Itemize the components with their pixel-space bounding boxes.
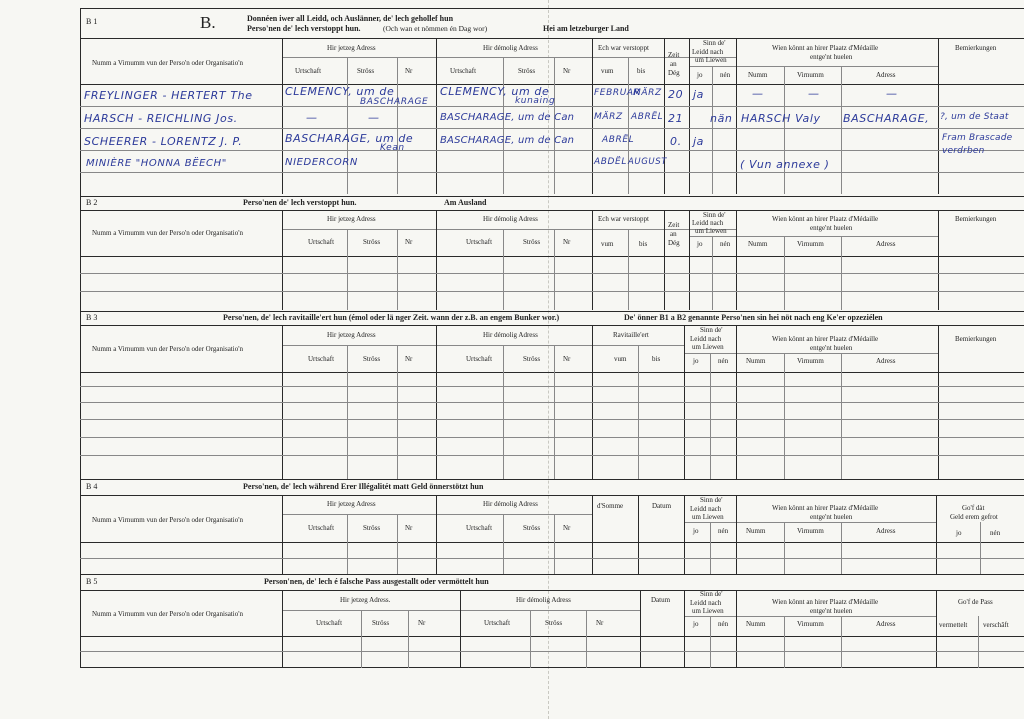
header-ravitailleert: Ravitaille'ert (613, 331, 649, 339)
row-line (80, 437, 1024, 438)
header-gof-dat: Go'f dàt (962, 504, 985, 512)
hw-medal-virnumm: BASCHARAGE, (843, 112, 930, 125)
header-bemierkungen: Bemierkungen (955, 215, 997, 223)
section-subtitle: (Och wan et nömmen én Dag wor) (383, 24, 488, 33)
hw-medal-numm: — (752, 87, 764, 100)
header-nen: nén (718, 357, 729, 365)
section-title: Perso'nen, de' lech ravitaille'ert hun (émol oder lä nger Zeit. wann der z.B. an engem Bunker wor.) (223, 313, 560, 322)
header-name: Numm a Virnumm vun der Perso'n oder Organisatio'n (92, 610, 243, 618)
col-subline (397, 57, 398, 194)
col-subline (784, 66, 785, 194)
col-line (592, 495, 593, 574)
table-border (80, 256, 1024, 257)
header-jo: jo (693, 620, 699, 628)
hw-jo: ja (693, 88, 704, 101)
header-nen: nén (718, 620, 729, 628)
hw-deg: 0. (670, 135, 682, 148)
header-subline (282, 610, 460, 611)
col-line (689, 210, 690, 310)
header-jo: jo (956, 529, 962, 537)
section-subtitle: Hei am letzeburger Land (543, 24, 629, 33)
header-verschafft: verschâft (983, 621, 1009, 629)
header-urtschaft: Urtschaft (308, 355, 335, 363)
col-line (736, 38, 737, 194)
header-sinn: Sinn de' (703, 211, 726, 219)
hw-bemierkungen-b: verdrben (942, 146, 985, 156)
header-jo: jo (693, 357, 699, 365)
header-bis: bis (652, 355, 661, 363)
hw-bis: AUGUST (628, 157, 668, 167)
col-line (436, 38, 437, 194)
header-virnumm: Virnumm (797, 527, 824, 535)
header-numm: Numm (746, 527, 766, 535)
header-subline (282, 229, 736, 230)
section-divider (80, 311, 1024, 312)
header-wien-2: entge'nt huelen (810, 513, 853, 521)
header-bis: bis (639, 240, 648, 248)
col-line (736, 210, 737, 310)
header-stross: Ströss (523, 238, 541, 246)
table-border (80, 210, 1024, 211)
header-urtschaft: Urtschaft (295, 67, 322, 75)
col-line (689, 38, 690, 194)
row-line (80, 128, 1024, 129)
section-divider (80, 574, 1024, 575)
header-nr: Nr (596, 619, 604, 627)
header-adress: Adress (876, 71, 896, 79)
col-subline (397, 345, 398, 479)
hw-vum: ABRËL (602, 135, 635, 145)
col-subline (503, 345, 504, 479)
header-stross: Ströss (523, 524, 541, 532)
col-subline (554, 514, 555, 574)
header-urtschaft: Urtschaft (466, 355, 493, 363)
row-line (80, 386, 1024, 387)
col-line (282, 210, 283, 310)
header-datum: Datum (652, 502, 672, 510)
col-subline (347, 345, 348, 479)
header-numm: Numm (748, 71, 768, 79)
header-jo: jo (693, 527, 699, 535)
section-divider (80, 479, 1024, 480)
header-nr: Nr (563, 355, 571, 363)
table-border (80, 495, 1024, 496)
header-stross: Ströss (363, 238, 381, 246)
hw-name: MINIÈRE "HONNA BËECH" (86, 158, 227, 169)
col-subline (554, 57, 555, 194)
header-jetzeg: Hir jetzeg Adress (327, 331, 376, 339)
table-border (80, 542, 1024, 543)
hw-jetzeg-b: Kean (380, 143, 405, 153)
table-border (80, 372, 1024, 373)
col-subline (503, 229, 504, 310)
col-line (736, 495, 737, 574)
header-vermettelt: vermettelt (939, 621, 968, 629)
header-nen: nén (720, 71, 731, 79)
row-line (80, 455, 1024, 456)
col-line (592, 38, 593, 194)
header-gof-pass: Go'f de Pass (958, 598, 993, 606)
col-line (938, 38, 939, 194)
header-urtschaft: Urtschaft (450, 67, 477, 75)
hw-medal-adress: — (886, 87, 898, 100)
section-code: B 4 (86, 482, 98, 491)
header-vum: vum (601, 240, 614, 248)
header-wien-2: entge'nt huelen (810, 607, 853, 615)
header-liewen: um Liewen (695, 56, 727, 64)
col-subline (347, 57, 348, 194)
col-line (684, 590, 685, 668)
col-subline (784, 616, 785, 668)
hw-name: HARSCH - REICHLING Jos. (84, 112, 238, 125)
col-subline (397, 514, 398, 574)
header-an: an (670, 60, 677, 68)
section-code: B 5 (86, 577, 98, 586)
hw-vum: MÄRZ (594, 112, 623, 122)
header-liewen: um Liewen (692, 607, 724, 615)
section-title: Perso'nen, de' lech während Erer Illégalitét matt Geld önnerstötzt hun (243, 482, 484, 491)
row-line (80, 558, 1024, 559)
section-divider (80, 196, 1024, 197)
col-line (936, 590, 937, 668)
header-subline (460, 610, 640, 611)
header-somme: d'Somme (597, 502, 624, 510)
header-subline (282, 345, 684, 346)
section-title: Perso'nen de' lech verstoppt hun. (243, 198, 357, 207)
hw-vum: FEBRUAR (594, 88, 641, 98)
section-subtitle: Am Ausland (444, 198, 487, 207)
header-ech-war: Ech war verstoppt (598, 215, 649, 223)
header-deg: Dég (668, 239, 680, 247)
header-jetzeg: Hir jetzeg Adress (327, 215, 376, 223)
table-border (80, 84, 1024, 85)
header-subline (282, 514, 592, 515)
header-nr: Nr (405, 238, 413, 246)
col-subline (710, 522, 711, 574)
header-sinn: Sinn de' (703, 39, 726, 47)
header-liewen: um Liewen (692, 513, 724, 521)
header-nr: Nr (405, 355, 413, 363)
header-nr: Nr (405, 524, 413, 532)
header-jetzeg: Hir jetzeg Adress (327, 44, 376, 52)
header-stross: Ströss (545, 619, 563, 627)
col-subline (503, 57, 504, 194)
header-jo: jo (697, 71, 703, 79)
header-bemierkungen: Bemierkungen (955, 44, 997, 52)
header-stross: Ströss (523, 355, 541, 363)
header-name: Numm a Virnumm vun der Perso'n oder Organisatio'n (92, 229, 243, 237)
header-leidd: Leidd nach (692, 48, 724, 56)
hw-jetzeg-b: BASCHARAGE (360, 97, 429, 107)
header-subline (689, 236, 938, 237)
header-wien-2: entge'nt huelen (810, 224, 853, 232)
hw-name: SCHEERER - LORENTZ J. P. (84, 135, 243, 148)
col-line (282, 590, 283, 668)
header-vum: vum (614, 355, 627, 363)
header-sinn: Sinn de' (700, 496, 723, 504)
hw-jetzeg: BASCHARAGE, um de (285, 132, 414, 145)
header-wien-2: entge'nt huelen (810, 344, 853, 352)
header-wien: Wien könnt an hirer Plaatz d'Médaille (772, 44, 879, 52)
col-subline (347, 514, 348, 574)
section-title: Perso'nen de' lech verstoppt hun. (247, 24, 361, 33)
col-subline (784, 522, 785, 574)
header-geld-gefrot: Geld erem gefrot (950, 513, 998, 521)
col-subline (710, 353, 711, 479)
col-subline (784, 353, 785, 479)
hw-demolig: CLEMENCY, um de (440, 85, 550, 98)
header-adress: Adress (876, 527, 896, 535)
header-name: Numm a Virnumm vun der Perso'n oder Organisatio'n (92, 516, 243, 524)
col-line (282, 38, 283, 194)
header-adress: Adress (876, 240, 896, 248)
header-sinn: Sinn de' (700, 326, 723, 334)
header-urtschaft: Urtschaft (316, 619, 343, 627)
section-code: B 2 (86, 198, 98, 207)
header-virnumm: Virnumm (797, 357, 824, 365)
header-virnumm: Virnumm (797, 620, 824, 628)
row-line (80, 402, 1024, 403)
header-stross: Ströss (363, 524, 381, 532)
col-line (938, 210, 939, 310)
header-demolig: Hir démolig Adress (516, 596, 571, 604)
col-line (936, 495, 937, 574)
header-subline (736, 66, 938, 67)
col-line (436, 495, 437, 574)
header-zeit: Zeit (668, 221, 680, 229)
hw-bemierkungen: ?, um de Staat (940, 112, 1009, 122)
col-subline (980, 522, 981, 574)
header-an: an (670, 230, 677, 238)
hw-bis: MÄRZ (633, 88, 662, 98)
hw-jo: ja (693, 135, 704, 148)
header-wien: Wien könnt an hirer Plaatz d'Médaille (772, 598, 879, 606)
hw-demolig-b: kunaing (515, 96, 556, 106)
header-virnumm: Virnumm (797, 240, 824, 248)
header-name: Numm a Virnumm vun der Perso'n oder Organisatio'n (92, 59, 243, 67)
header-urtschaft: Urtschaft (484, 619, 511, 627)
header-stross: Ströss (363, 355, 381, 363)
header-wien: Wien könnt an hirer Plaatz d'Médaille (772, 335, 879, 343)
col-subline (710, 616, 711, 668)
row-line (80, 419, 1024, 420)
col-subline (841, 353, 842, 479)
hw-nen: nän (710, 112, 733, 125)
header-numm: Numm (746, 620, 766, 628)
col-subline (841, 522, 842, 574)
header-numm: Numm (746, 357, 766, 365)
header-adress: Adress (876, 357, 896, 365)
header-jetzeg: Hir jetzeg Adress. (340, 596, 391, 604)
col-subline (503, 514, 504, 574)
col-subline (530, 610, 531, 668)
hw-demolig: BASCHARAGE, um de Can (440, 135, 575, 146)
form-border (80, 8, 1024, 668)
header-nr: Nr (563, 524, 571, 532)
hw-name: FREYLINGER - HERTERT The (84, 89, 253, 102)
section-code: B 3 (86, 313, 98, 322)
header-virnumm: Virnumm (797, 71, 824, 79)
table-border (80, 325, 1024, 326)
header-urtschaft: Urtschaft (308, 524, 335, 532)
header-jo: jo (697, 240, 703, 248)
hw-deg: 20 (668, 88, 684, 101)
col-subline (347, 229, 348, 310)
header-leidd: Leidd nach (692, 219, 724, 227)
col-subline (841, 616, 842, 668)
header-liewen: um Liewen (692, 343, 724, 351)
col-line (592, 210, 593, 310)
col-subline (361, 610, 362, 668)
header-leidd: Leidd nach (690, 505, 722, 513)
table-border (80, 636, 1024, 637)
header-leidd: Leidd nach (690, 335, 722, 343)
header-stross: Ströss (372, 619, 390, 627)
col-subline (841, 66, 842, 194)
col-line (436, 210, 437, 310)
header-wien: Wien könnt an hirer Plaatz d'Médaille (772, 215, 879, 223)
header-wien: Wien könnt an hirer Plaatz d'Médaille (772, 504, 879, 512)
section-title: Donnéen iwer all Leidd, och Auslänner, de' lech gehollef hun (247, 14, 454, 23)
header-nr: Nr (563, 67, 571, 75)
hw-demolig: BASCHARAGE, um de Can (440, 112, 575, 123)
col-subline (628, 229, 629, 310)
header-nen: nén (720, 240, 731, 248)
hw-bemierkungen: Fram Brascade (942, 133, 1013, 143)
row-line (80, 106, 1024, 107)
hw-jetzeg-dash: — (306, 111, 318, 124)
col-line (664, 210, 665, 310)
col-subline (554, 229, 555, 310)
table-border (80, 590, 1024, 591)
header-ech-war: Ech war verstoppt (598, 44, 649, 52)
header-adress: Adress (876, 620, 896, 628)
header-vum: vum (601, 67, 614, 75)
col-line (684, 495, 685, 574)
row-line (80, 150, 1024, 151)
hw-vum: ABDËL (594, 157, 627, 167)
header-nen: nén (718, 527, 729, 535)
header-urtschaft: Urtschaft (466, 238, 493, 246)
header-nr: Nr (418, 619, 426, 627)
header-liewen: um Liewen (695, 227, 727, 235)
header-demolig: Hir démolig Adress (483, 500, 538, 508)
col-subline (554, 345, 555, 479)
section-subtitle: De' önner B1 a B2 genannte Perso'nen sin hei nöt nach eng Ke'er opzeziélen (624, 313, 883, 322)
col-subline (638, 345, 639, 479)
header-numm: Numm (748, 240, 768, 248)
col-line (640, 590, 641, 668)
header-subline (684, 353, 938, 354)
col-subline (628, 57, 629, 194)
hw-jetzeg: CLEMENCY, um de (285, 85, 395, 98)
col-subline (586, 610, 587, 668)
section-title: Person'nen, de' lech é falsche Pass ausgestallt oder vermöttelt hun (264, 577, 489, 586)
hw-medal-numm: HARSCH Valy (741, 112, 821, 125)
header-urtschaft: Urtschaft (466, 524, 493, 532)
hw-medal-note: ( Vun annexe ) (740, 158, 830, 171)
header-subline (736, 616, 936, 617)
header-stross: Ströss (518, 67, 536, 75)
col-line (664, 38, 665, 194)
row-line (80, 651, 1024, 652)
row-line (80, 273, 1024, 274)
header-deg: Dég (668, 69, 680, 77)
header-nr: Nr (563, 238, 571, 246)
header-bemierkungen: Bemierkungen (955, 335, 997, 343)
hw-bis: ABRËL (631, 112, 664, 122)
col-line (736, 590, 737, 668)
header-nen: nén (990, 529, 1001, 537)
row-line (80, 172, 1024, 173)
hw-jetzeg: NIEDERCORN (285, 157, 358, 168)
header-leidd: Leidd nach (690, 599, 722, 607)
col-line (460, 590, 461, 668)
header-nr: Nr (405, 67, 413, 75)
hw-jetzeg-dash: — (368, 111, 380, 124)
header-zeit: Zeit (668, 51, 680, 59)
col-line (282, 495, 283, 574)
section-big-letter: B. (200, 13, 216, 32)
col-subline (397, 229, 398, 310)
table-border (80, 38, 1024, 39)
header-jetzeg: Hir jetzeg Adress (327, 500, 376, 508)
section-code: B 1 (86, 17, 98, 26)
header-datum: Datum (651, 596, 671, 604)
header-demolig: Hir démolig Adress (483, 331, 538, 339)
header-wien-2: entge'nt huelen (810, 53, 853, 61)
col-line (638, 495, 639, 574)
header-name: Numm a Virnumm vun der Perso'n oder Organisatio'n (92, 345, 243, 353)
col-subline (978, 616, 979, 668)
col-subline (712, 66, 713, 194)
header-demolig: Hir démolig Adress (483, 44, 538, 52)
hw-medal-virnumm: — (808, 87, 820, 100)
col-subline (408, 610, 409, 668)
hw-deg: 21 (668, 112, 684, 125)
header-sinn: Sinn de' (700, 590, 723, 598)
header-stross: Ströss (357, 67, 375, 75)
header-subline (736, 522, 936, 523)
row-line (80, 291, 1024, 292)
header-bis: bis (637, 67, 646, 75)
header-demolig: Hir démolig Adress (483, 215, 538, 223)
header-urtschaft: Urtschaft (308, 238, 335, 246)
